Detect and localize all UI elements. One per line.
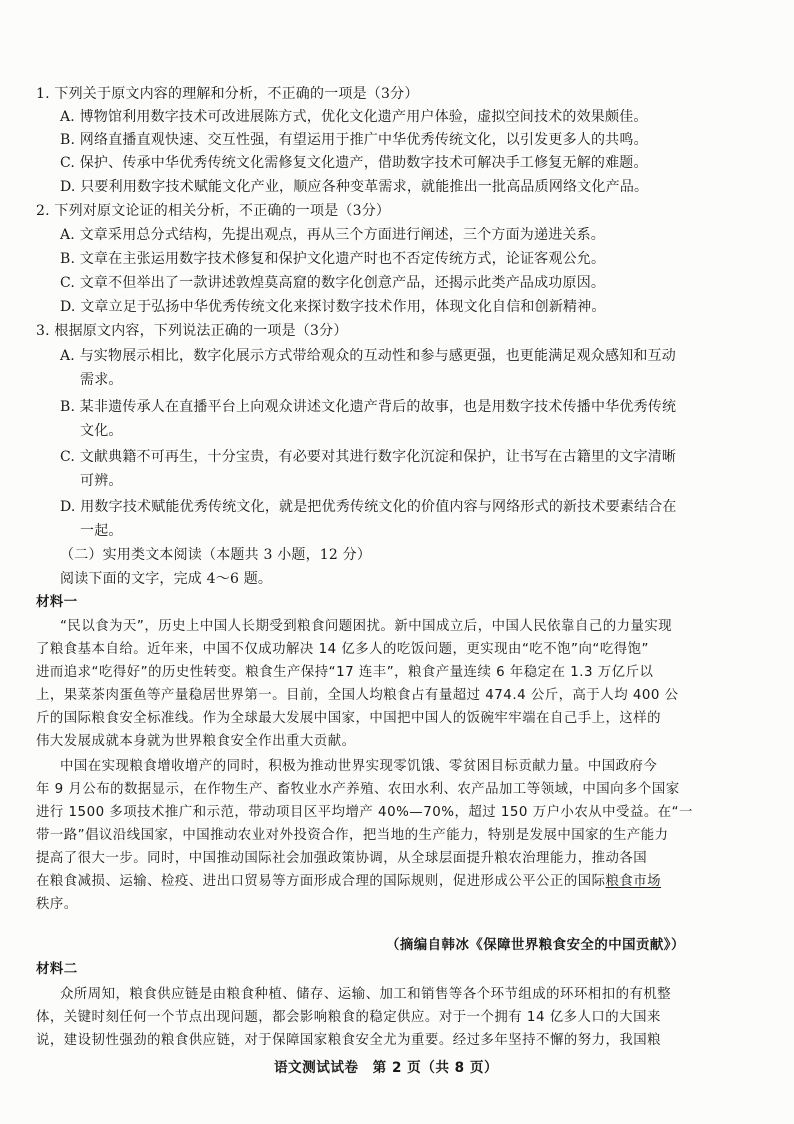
underlined-term: 粮食市场 bbox=[605, 874, 662, 889]
material-2-para1-line: 众所周知，粮食供应链是由粮食种植、储存、运输、加工和销售等各个环节组成的环环相扣的有机整 bbox=[60, 987, 672, 1002]
question-3-option-d-line1: D. 用数字技术赋能优秀传统文化，就是把优秀传统文化的价值内容与网络形式的新技术要素结合在 bbox=[60, 499, 677, 515]
question-3-option-d-line2: 一起。 bbox=[80, 523, 123, 539]
material-1-para1-line: 进而追求“吃得好”的历史性转变。粮食生产保持“17 连丰”，粮食产量连续 6 年稳定在 1.3 万亿斤以 bbox=[36, 665, 654, 680]
material-1-para1-line: 上，果菜茶肉蛋鱼等产量稳居世界第一。目前，全国人均粮食占有量超过 474.4 公斤，高于人均 400 公 bbox=[36, 688, 679, 703]
question-1-option-d: D. 只要利用数字技术赋能文化产业，顺应各种变革需求，就能推出一批高品质网络文化产品。 bbox=[60, 179, 649, 195]
question-1-option-a: A. 博物馆利用数字技术可改进展陈方式，优化文化遗产用户体验，虚拟空间技术的效果颇佳。 bbox=[60, 109, 648, 125]
material-1-para2-line-with-underline bbox=[36, 872, 661, 892]
page-footer: 语文测试试卷 第 2 页（共 8 页） bbox=[273, 1060, 499, 1076]
question-3-option-b-line2: 文化。 bbox=[80, 423, 123, 439]
material-1-para1-line: “民以食为天”，历史上中国人长期受到粮食问题困扰。新中国成立后，中国人民依靠自己的力量实现 bbox=[60, 619, 673, 634]
material-1-para2-line: 带一路”倡议沿线国家，中国推动农业对外投资合作，把当地的生产能力，特别是发展中国家的生产能力 bbox=[36, 828, 669, 843]
material-1-para2-line: 中国在实现粮食增收增产的同时，积极为推动世界实现零饥饿、零贫困目标贡献力量。中国政府今 bbox=[60, 759, 658, 774]
material-1-label: 材料一 bbox=[36, 595, 78, 610]
material-1-para1-line: 斤的国际粮食安全标准线。作为全球最大发展中国家，中国把中国人的饭碗牢牢端在自己手上，这样的 bbox=[36, 711, 662, 726]
question-2-option-c: C. 文章不但举出了一款讲述敦煌莫高窟的数字化创意产品，还揭示此类产品成功原因。 bbox=[60, 275, 606, 291]
material-1-para2-line: 在粮食减损、运输、检疫、进出口贸易等方面形成合理的国际规则，促进形成公平公正的国际 bbox=[36, 874, 606, 889]
question-3-option-a-line1: A. 与实物展示相比，数字化展示方式带给观众的互动性和参与感更强，也更能满足观众感知和互动 bbox=[60, 348, 677, 364]
section-heading: （二）实用类文本阅读（本题共 3 小题，12 分） bbox=[60, 547, 372, 563]
material-1-para1-line: 了粮食基本自给。近年来，中国不仅成功解决 14 亿多人的吃饭问题，更实现由“吃不饱”向“吃得饱” bbox=[36, 642, 649, 657]
material-1-para1-line: 伟大发展成就本身就为世界粮食安全作出重大贡献。 bbox=[36, 734, 356, 749]
question-3-stem: 3. 根据原文内容，下列说法正确的一项是（3分） bbox=[36, 323, 348, 339]
question-3-option-c-line1: C. 文献典籍不可再生，十分宝贵，有必要对其进行数字化沉淀和保护，让书写在古籍里的文字清晰 bbox=[60, 449, 677, 465]
question-3-option-c-line2: 可辨。 bbox=[80, 473, 123, 489]
material-1-para2-last: 秩序。 bbox=[36, 897, 78, 912]
question-1-option-c: C. 保护、传承中华优秀传统文化需修复文化遗产，借助数字技术可解决手工修复无解的难题。 bbox=[60, 155, 648, 171]
material-1-para2-line: 年 9 月公布的数据显示，在作物生产、畜牧业水产养殖、农田水利、农产品加工等领域，中国向多个国家 bbox=[36, 782, 680, 797]
question-1-stem: 1. 下列关于原文内容的理解和分析，不正确的一项是（3分） bbox=[36, 86, 419, 102]
material-1-para2-line: 进行 1500 多项技术推广和示范，带动项目区平均增产 40%—70%，超过 150 万户小农从中受益。在“一 bbox=[36, 805, 693, 820]
material-2-para1-line: 体，关键时刻任何一个节点出现问题，都会影响粮食的稳定供应。对于一个拥有 14 亿多人口的大国来 bbox=[36, 1010, 661, 1025]
question-1-option-b: B. 网络直播直观快速、交互性强，有望运用于推广中华优秀传统文化，以引发更多人的共鸣。 bbox=[60, 132, 648, 148]
material-1-source: （摘编自韩冰《保障世界粮食安全的中国贡献》） bbox=[386, 938, 685, 953]
material-2-label: 材料二 bbox=[36, 962, 78, 977]
question-2-stem: 2. 下列对原文论证的相关分析，不正确的一项是（3分） bbox=[36, 203, 391, 219]
question-2-option-d: D. 文章立足于弘扬中华优秀传统文化来探讨数字技术作用，体现文化自信和创新精神。 bbox=[60, 299, 606, 315]
section-instruction: 阅读下面的文字，完成 4～6 题。 bbox=[60, 571, 273, 587]
question-3-option-b-line1: B. 某非遗传承人在直播平台上向观众讲述文化遗产背后的故事，也是用数字技术传播中华优秀传统 bbox=[60, 399, 677, 415]
question-3-option-a-line2: 需求。 bbox=[80, 372, 123, 388]
material-1-para2-line: 提高了很大一步。同时，中国推动国际社会加强政策协调，从全球层面提升粮农治理能力，推动各国 bbox=[36, 851, 648, 866]
material-2-para1-line: 说，建设韧性强劲的粮食供应链，对于保障国家粮食安全尤为重要。经过多年坚持不懈的努力，我国粮 bbox=[36, 1033, 662, 1048]
question-2-option-b: B. 文章在主张运用数字技术修复和保护文化遗产时也不否定传统方式，论证客观公允。 bbox=[60, 251, 606, 267]
question-2-option-a: A. 文章采用总分式结构，先提出观点，再从三个方面进行阐述，三个方面为递进关系。 bbox=[60, 227, 606, 243]
